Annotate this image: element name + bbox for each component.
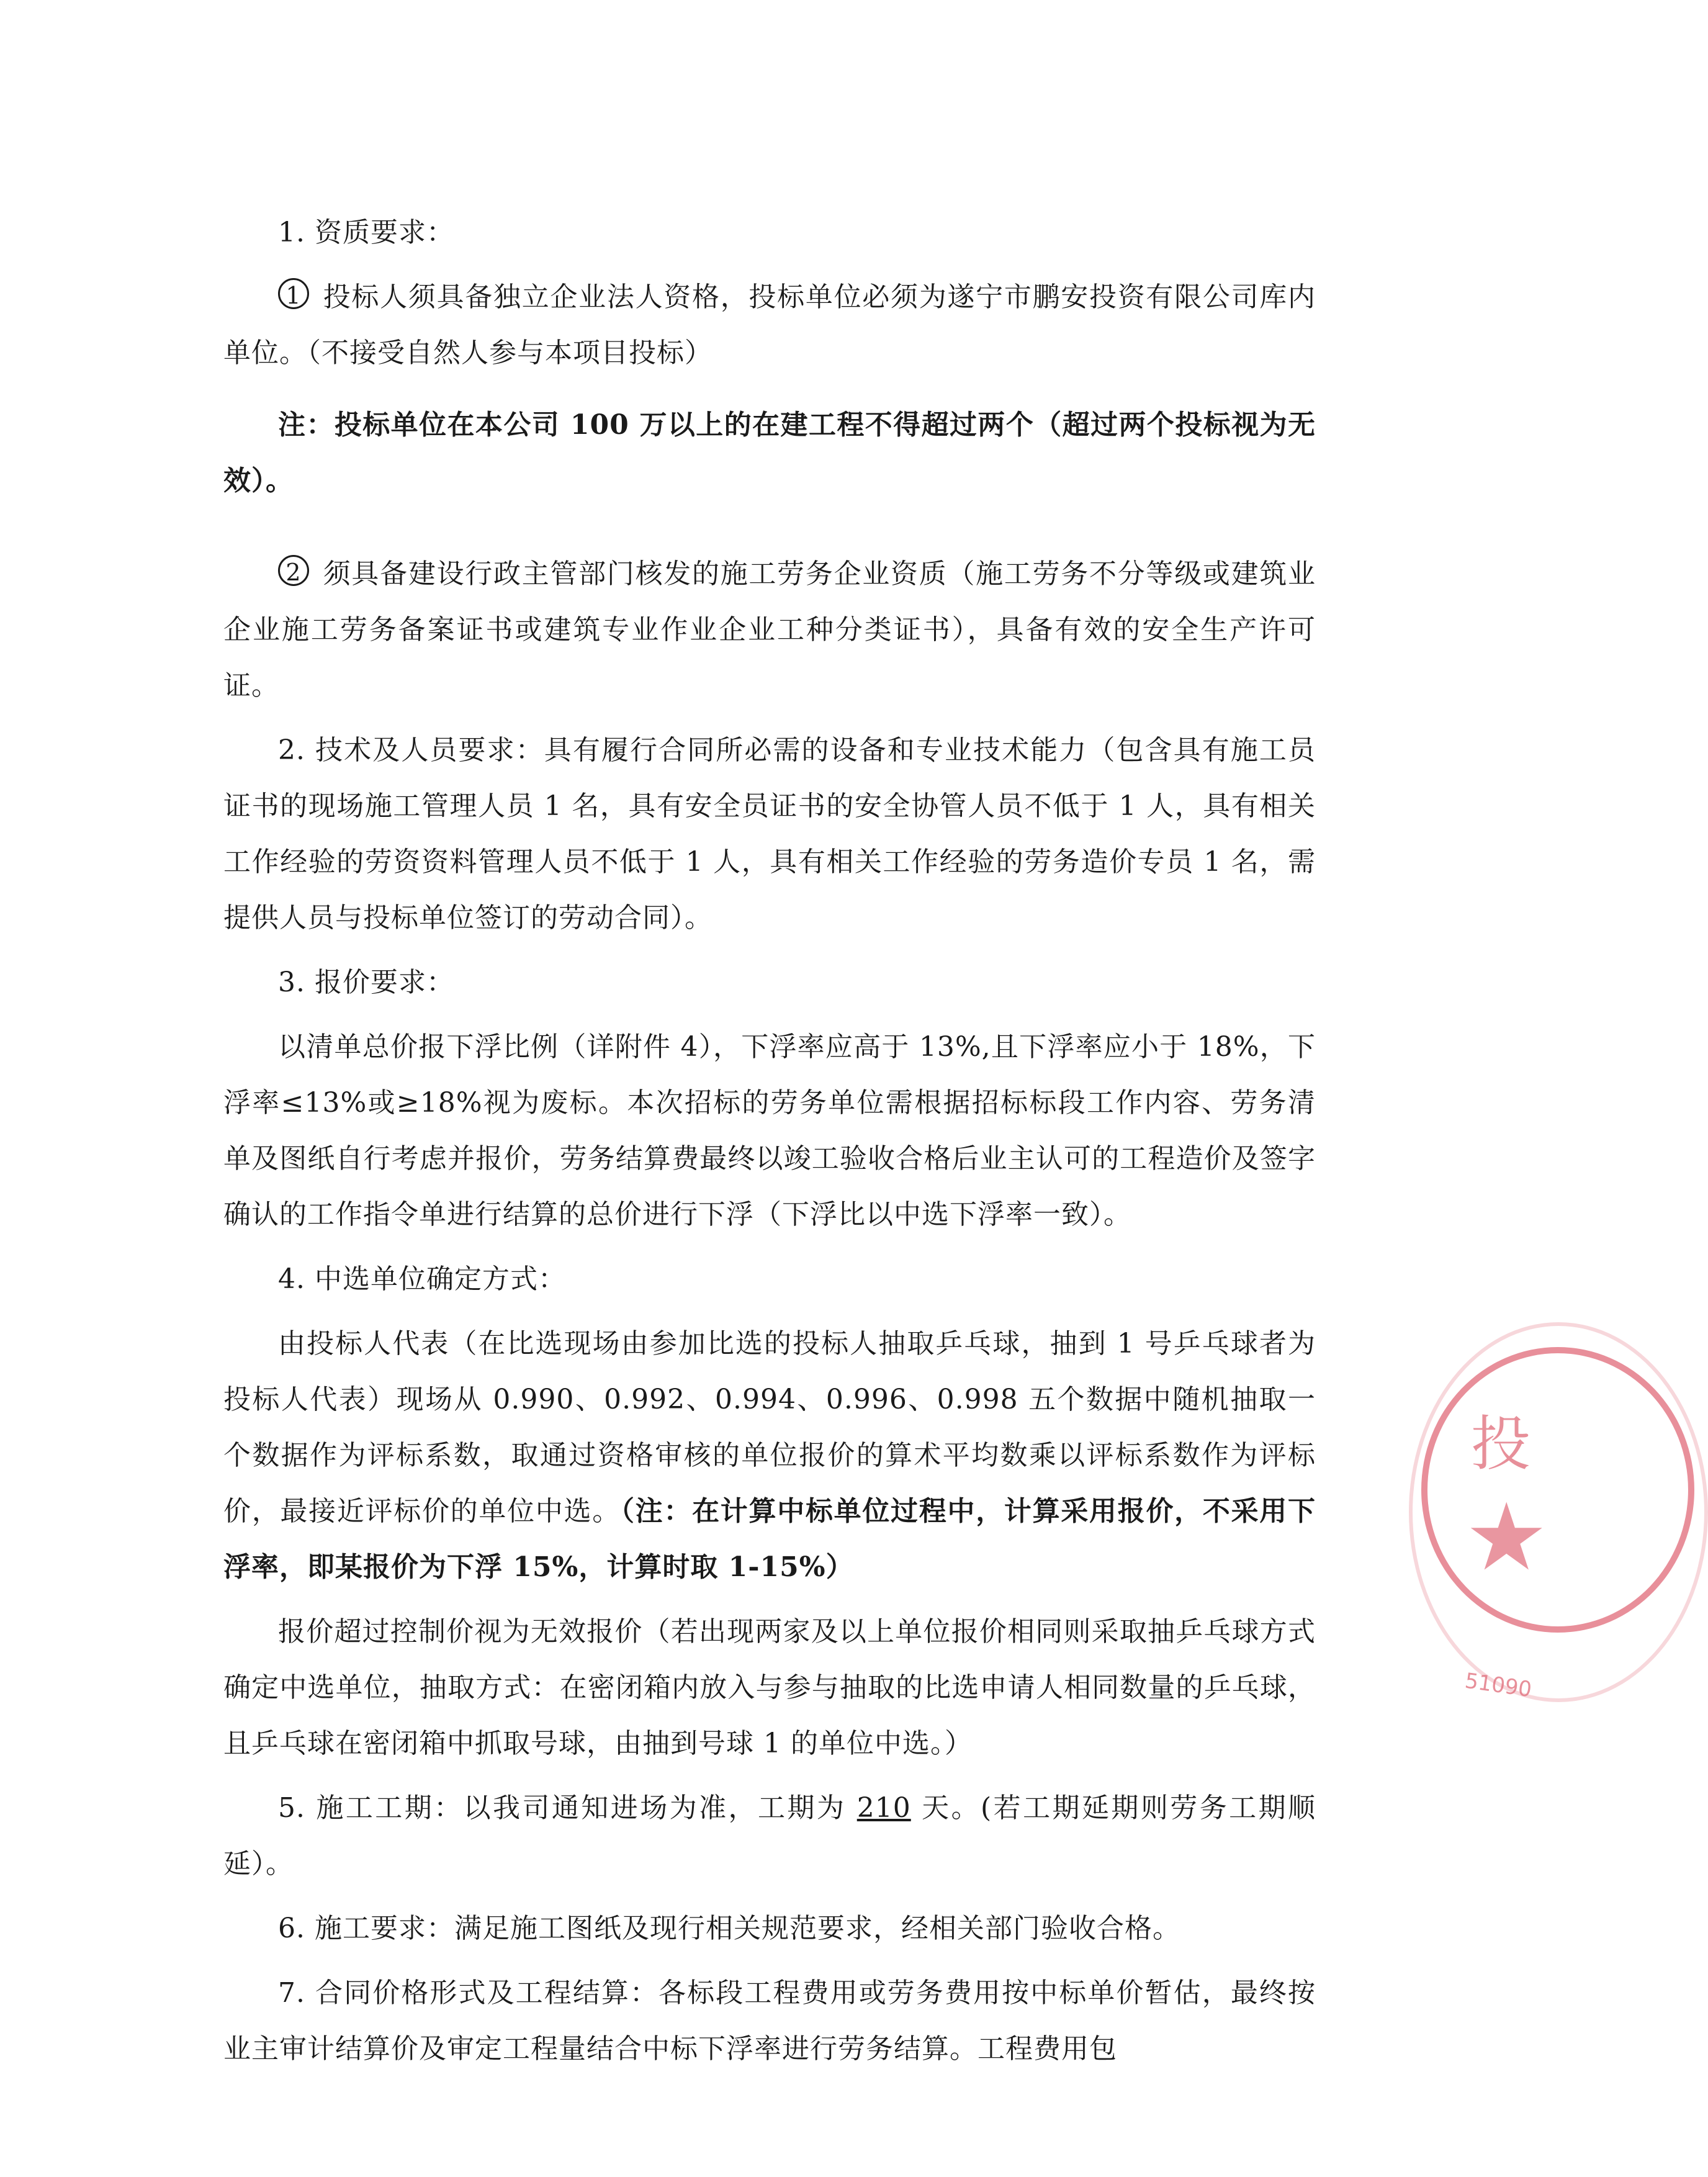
section-6-text: 6. 施工要求：满足施工图纸及现行相关规范要求，经相关部门验收合格。 [278,1913,1180,1944]
section-1-heading: 1. 资质要求： [278,217,454,248]
section-5-text-b: 天。(若工期延期则劳务工期顺延）。 [223,1792,1316,1880]
section-4-note: （注：在计算中标单位过程中，计算采用报价，不采用下浮率，即某报价为下浮 15%，计算时取 1-15%） [223,1495,1316,1583]
section-4-heading: 4. 中选单位确定方式： [278,1263,566,1295]
section-3-text: 以清单总价报下浮比例（详附件 4），下浮率应高于 13%,且下浮率应小于 18%，下浮率≤13%或≥18%视为废标。本次招标的劳务单位需根据招标标段工作内容、劳务清单及图纸自行考虑并报价，劳务结算费最终以竣工验收合格后业主认可的工程造价及签字确认的工作指令单进行结算的总价进行下浮（下浮比以中选下浮率一致）。 [223,1031,1316,1230]
circled-number: 2 [278,555,309,586]
section-1-item-2 [223,546,1316,714]
circled-number: 1 [278,278,309,309]
section-4-body: 由投标人代表（在比选现场由参加比选的投标人抽取乒乓球，抽到 1 号乒乓球者为投标人代表）现场从 0.990、0.992、0.994、0.996、0.998 五个数据中随机抽取一个数据作为评标系数，取通过资格审核的单位报价的算术平均数乘以评标系数作为评标价，最接近评标价的单位中选。 [223,1328,1316,1527]
section-2-text: 2. 技术及人员要求：具有履行合同所必需的设备和专业技术能力（包含具有施工员证书的现场施工管理人员 1 名，具有安全员证书的安全协管人员不低于 1 人，具有相关工作经验的劳资资料管理人员不低于 1 人，具有相关工作经验的劳务造价专员 1 名，需提供人员与投标单位签订的劳动合同）。 [223,734,1316,934]
section-1-item-1 [223,269,1316,381]
seal-text: 投 [1471,1409,1530,1479]
seal-code: 51090 [1463,1668,1534,1703]
section-4-text [223,1316,1316,1595]
section-3-heading: 3. 报价要求： [278,967,454,998]
section-7-text: 7. 合同价格形式及工程结算：各标段工程费用或劳务费用按中标单价暂估，最终按业主审计结算价及审定工程量结合中标下浮率进行劳务结算。工程费用包 [223,1977,1316,2065]
section-1-item-1-text: 投标人须具备独立企业法人资格，投标单位必须为遂宁市鹏安投资有限公司库内单位。（不接受自然人参与本项目投标） [223,281,1316,369]
seal-star-icon: ★ [1465,1484,1548,1592]
section-1-item-2-text: 须具备建设行政主管部门核发的施工劳务企业资质（施工劳务不分等级或建筑业企业施工劳务备案证书或建筑专业作业企业工种分类证书），具备有效的安全生产许可证。 [223,558,1316,701]
section-5-days: 210 [856,1792,911,1824]
section-1-note: 注：投标单位在本公司 100 万以上的在建工程不得超过两个（超过两个投标视为无效）。 [223,409,1316,497]
section-4-text-2: 报价超过控制价视为无效报价（若出现两家及以上单位报价相同则采取抽乒乓球方式确定中选单位，抽取方式：在密闭箱内放入与参与抽取的比选申请人相同数量的乒乓球，且乒乓球在密闭箱中抓取号球，由抽到号球 1 的单位中选。） [223,1616,1316,1759]
section-5-text [223,1780,1316,1892]
seal-ring [1421,1347,1694,1633]
section-5-text-a: 5. 施工工期：以我司通知进场为准，工期为 [278,1792,857,1824]
document-body [223,205,1316,2077]
